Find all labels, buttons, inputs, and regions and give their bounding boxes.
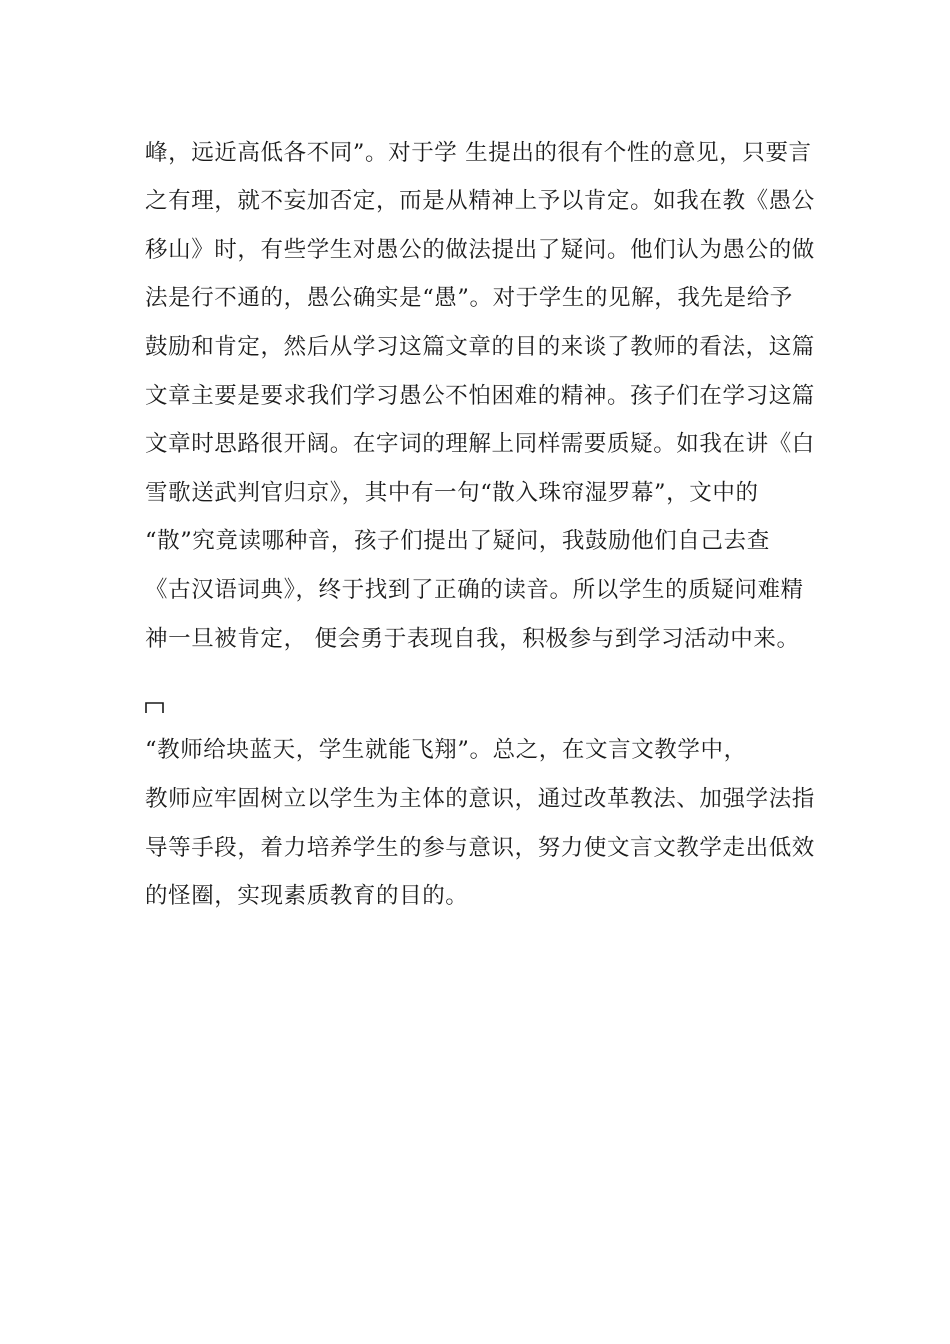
paragraph-1-line-7: 文章时思路很开阔。在字词的理解上同样需要质疑。如我在讲《白	[145, 431, 815, 457]
paragraph-1-line-11: 神一旦被肯定， 便会勇于表现自我，积极参与到学习活动中来。	[145, 626, 800, 652]
paragraph-2-line-1: “教师给块蓝天，学生就能飞翔”。总之，在文言文教学中，	[145, 737, 747, 763]
paragraph-1-line-2: 之有理，就不妄加否定，而是从精神上予以肯定。如我在教《愚公	[145, 188, 815, 214]
paragraph-1-line-8: 雪歌送武判官归京》，其中有一句“散入珠帘湿罗幕”，文中的	[145, 480, 759, 506]
paragraph-2-line-3: 导等手段，着力培养学生的参与意识，努力使文言文教学走出低效	[145, 835, 815, 861]
paragraph-1-line-6: 文章主要是要求我们学习愚公不怕困难的精神。孩子们在学习这篇	[145, 383, 815, 409]
paragraph-1-line-1: 峰，远近高低各不同”。对于学 生提出的很有个性的意见，只要言	[145, 140, 812, 166]
paragraph-2-line-4: 的怪圈，实现素质教育的目的。	[145, 883, 469, 909]
paragraph-1-line-10: 《古汉语词典》，终于找到了正确的读音。所以学生的质疑问难精	[145, 577, 804, 603]
paragraph-1-line-5: 鼓励和肯定，然后从学习这篇文章的目的来谈了教师的看法，这篇	[145, 334, 815, 360]
paragraph-1-line-3: 移山》时，有些学生对愚公的做法提出了疑问。他们认为愚公的做	[145, 237, 815, 263]
paragraph-1-line-9: “散”究竟读哪种音，孩子们提出了疑问，我鼓励他们自己去查	[145, 528, 770, 554]
paragraph-1-line-4: 法是行不通的，愚公确实是“愚”。对于学生的见解，我先是给予	[145, 285, 793, 311]
paragraph-2-line-2: 教师应牢固树立以学生为主体的意识，通过改革教法、加强学法指	[145, 786, 815, 812]
bracket-mark	[145, 700, 165, 714]
